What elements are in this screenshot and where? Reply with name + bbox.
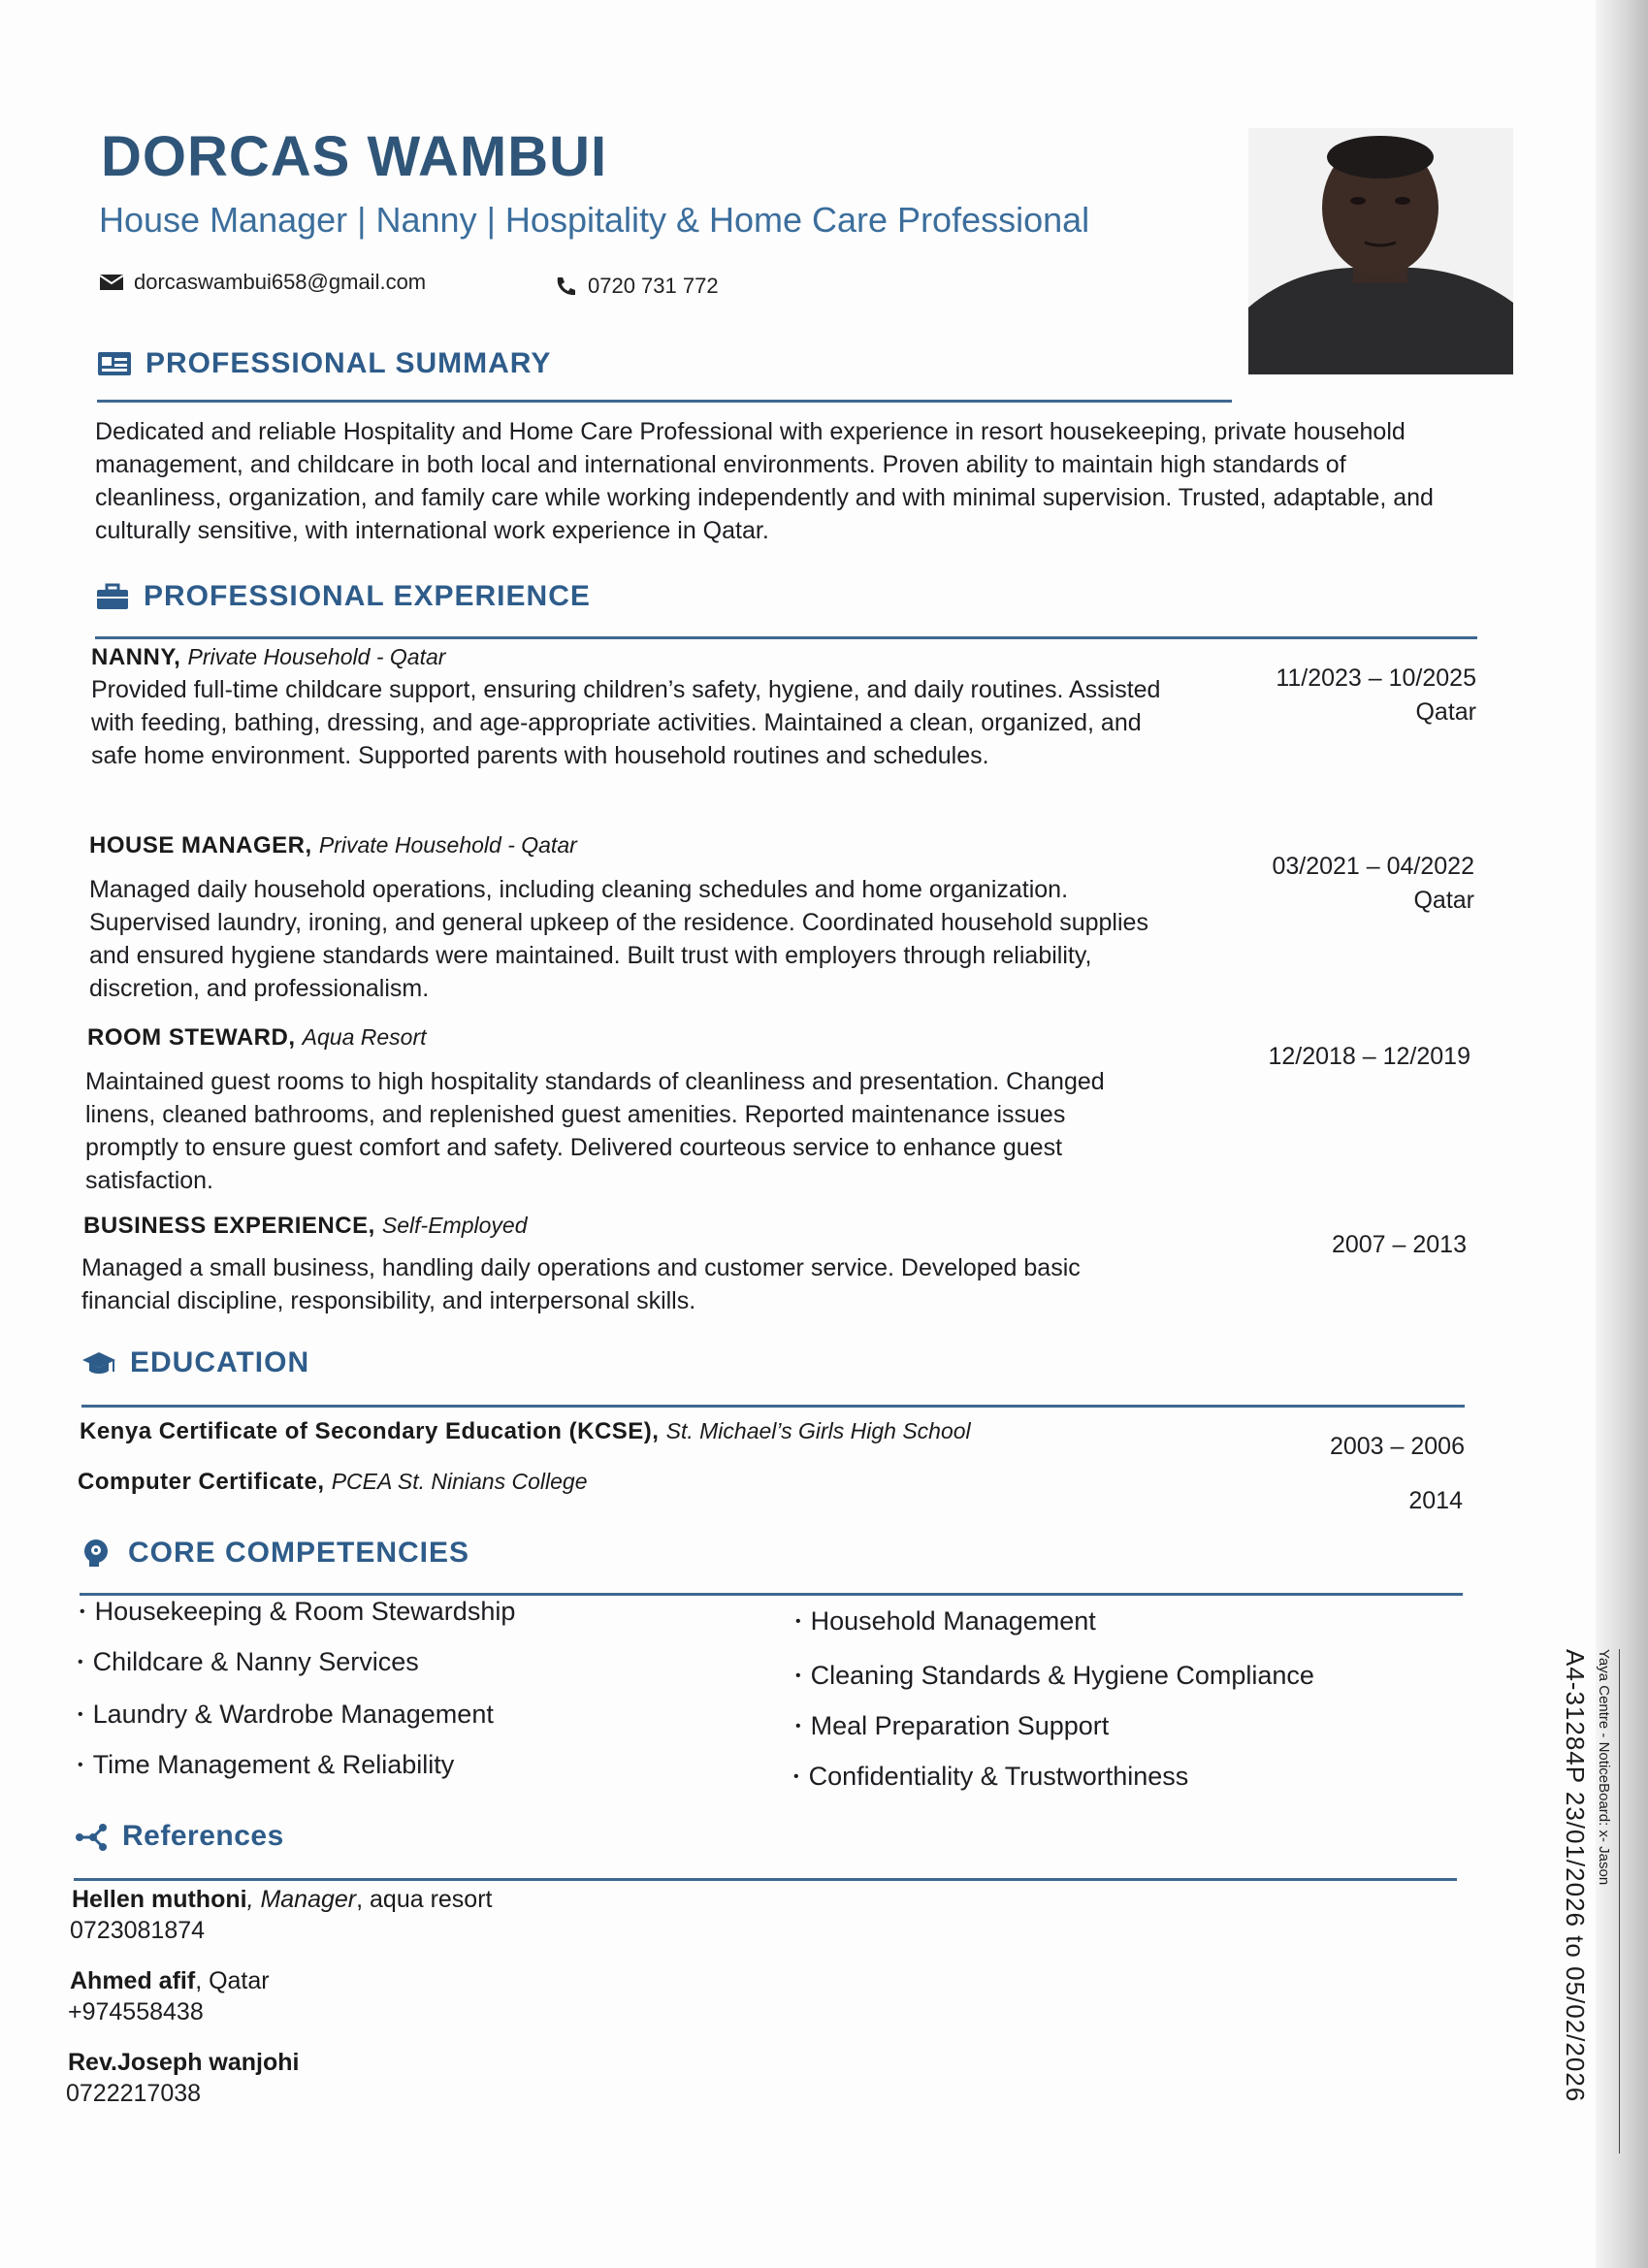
- email-contact: [99, 270, 426, 295]
- education-item-kcse: Kenya Certificate of Secondary Education (KCSE), St. Michael’s Girls High School: [80, 1418, 971, 1444]
- competency-item: • Childcare & Nanny Services: [78, 1647, 419, 1676]
- competency-item: • Time Management & Reliability: [78, 1750, 455, 1779]
- summary-divider: [97, 400, 1232, 403]
- envelope-icon: [99, 272, 124, 293]
- reference-1-name: Hellen muthoni, Manager, aqua resort: [72, 1886, 493, 1913]
- reference-3-name: Rev.Joseph wanjohi: [68, 2049, 300, 2076]
- competency-item: • Housekeeping & Room Stewardship: [80, 1597, 516, 1626]
- id-card-icon: [97, 349, 132, 378]
- notice-stamp: [1513, 1649, 1630, 2154]
- summary-section-title: PROFESSIONAL SUMMARY: [97, 347, 551, 380]
- job-heading-nanny: NANNY, Private Household - Qatar: [91, 644, 446, 670]
- phone-text: 0720 731 772: [588, 274, 719, 298]
- briefcase-icon: [95, 582, 130, 611]
- job-dates-nanny: 11/2023 – 10/2025 Qatar: [1276, 664, 1476, 726]
- education-divider: [81, 1405, 1465, 1408]
- stamp-code: A4-31284P 23/01/2026 to 05/02/2026: [1561, 1649, 1590, 2103]
- education-item-computer: Computer Certificate, PCEA St. Ninians College: [78, 1469, 588, 1495]
- reference-3-phone: 0722217038: [66, 2080, 202, 2107]
- education-section-title: EDUCATION: [81, 1346, 309, 1379]
- competencies-divider: [80, 1593, 1463, 1596]
- job-heading-business: BUSINESS EXPERIENCE, Self-Employed: [83, 1213, 528, 1239]
- job-dates-business: 2007 – 2013: [1331, 1231, 1467, 1258]
- competency-item: • Cleaning Standards & Hygiene Compliance: [795, 1661, 1314, 1690]
- reference-2-phone: +974558438: [68, 1998, 204, 2025]
- email-text: dorcaswambui658@gmail.com: [134, 270, 427, 294]
- competencies-section-title: CORE COMPETENCIES: [80, 1537, 469, 1570]
- profile-photo: [1248, 128, 1513, 374]
- job-heading-house-manager: HOUSE MANAGER, Private Household - Qatar: [89, 832, 577, 859]
- education-dates-computer: 2014: [1408, 1487, 1463, 1514]
- competency-item: • Confidentiality & Trustworthiness: [793, 1762, 1189, 1791]
- stamp-source: Yaya Centre - NoticeBoard: x- Jason: [1596, 1649, 1612, 1886]
- reference-2-name: Ahmed afif, Qatar: [70, 1967, 270, 1994]
- experience-section-title: PROFESSIONAL EXPERIENCE: [95, 580, 591, 613]
- job-description-room-steward: Maintained guest rooms to high hospitality standards of cleanliness and presentation. Changed linens, cleaned bathrooms, and replenished guest amenities. Reported maintenance issues promptly to ensure guest comfort and safety. Delivered courteous service to enhance guest satisfaction.: [85, 1068, 1105, 1194]
- candidate-name: DORCAS WAMBUI: [101, 125, 608, 188]
- references-section-title: References: [74, 1820, 284, 1853]
- job-heading-room-steward: ROOM STEWARD, Aqua Resort: [87, 1024, 427, 1051]
- competency-item: • Household Management: [795, 1606, 1096, 1636]
- candidate-headline: House Manager | Nanny | Hospitality & Home Care Professional: [99, 200, 1090, 240]
- job-dates-room-steward: 12/2018 – 12/2019: [1268, 1043, 1470, 1070]
- head-gear-icon: [80, 1539, 114, 1568]
- education-dates-kcse: 2003 – 2006: [1329, 1433, 1465, 1460]
- experience-divider: [95, 636, 1477, 639]
- competency-item: • Laundry & Wardrobe Management: [78, 1700, 494, 1729]
- graduation-cap-icon: [81, 1348, 116, 1377]
- phone-contact: [553, 274, 719, 299]
- references-divider: [74, 1878, 1457, 1881]
- job-description-nanny: Provided full-time childcare support, ensuring children’s safety, hygiene, and daily routines. Assisted with feeding, bathing, dressing, and age-appropriate activities. Maintained a clean, organized, and safe home environment. Supported parents with household routines and schedules.: [91, 676, 1161, 769]
- job-description-business: Managed a small business, handling daily operations and customer service. Developed basic financial discipline, responsibility, and interpersonal skills.: [81, 1254, 1081, 1314]
- job-dates-house-manager: 03/2021 – 04/2022 Qatar: [1272, 853, 1474, 914]
- phone-icon: [553, 275, 578, 297]
- reference-1-phone: 0723081874: [70, 1917, 206, 1944]
- network-icon: [74, 1822, 109, 1851]
- job-description-house-manager: Managed daily household operations, including cleaning schedules and home organization. Supervised laundry, ironing, and general upkeep of the residence. Coordinated household supplies and ensured hygiene standards were maintained. Built trust with employers through reliability, discretion, and professionalism.: [89, 876, 1148, 1002]
- summary-text: Dedicated and reliable Hospitality and Home Care Professional with experience in resort housekeeping, private household management, and childcare in both local and international environments. Proven ability to maintain high standards of cleanliness, organization, and family care while working independently and with minimal supervision. Trusted, adaptable, and culturally sensitive, with international work experience in Qatar.: [95, 418, 1434, 544]
- competency-item: • Meal Preparation Support: [795, 1711, 1110, 1740]
